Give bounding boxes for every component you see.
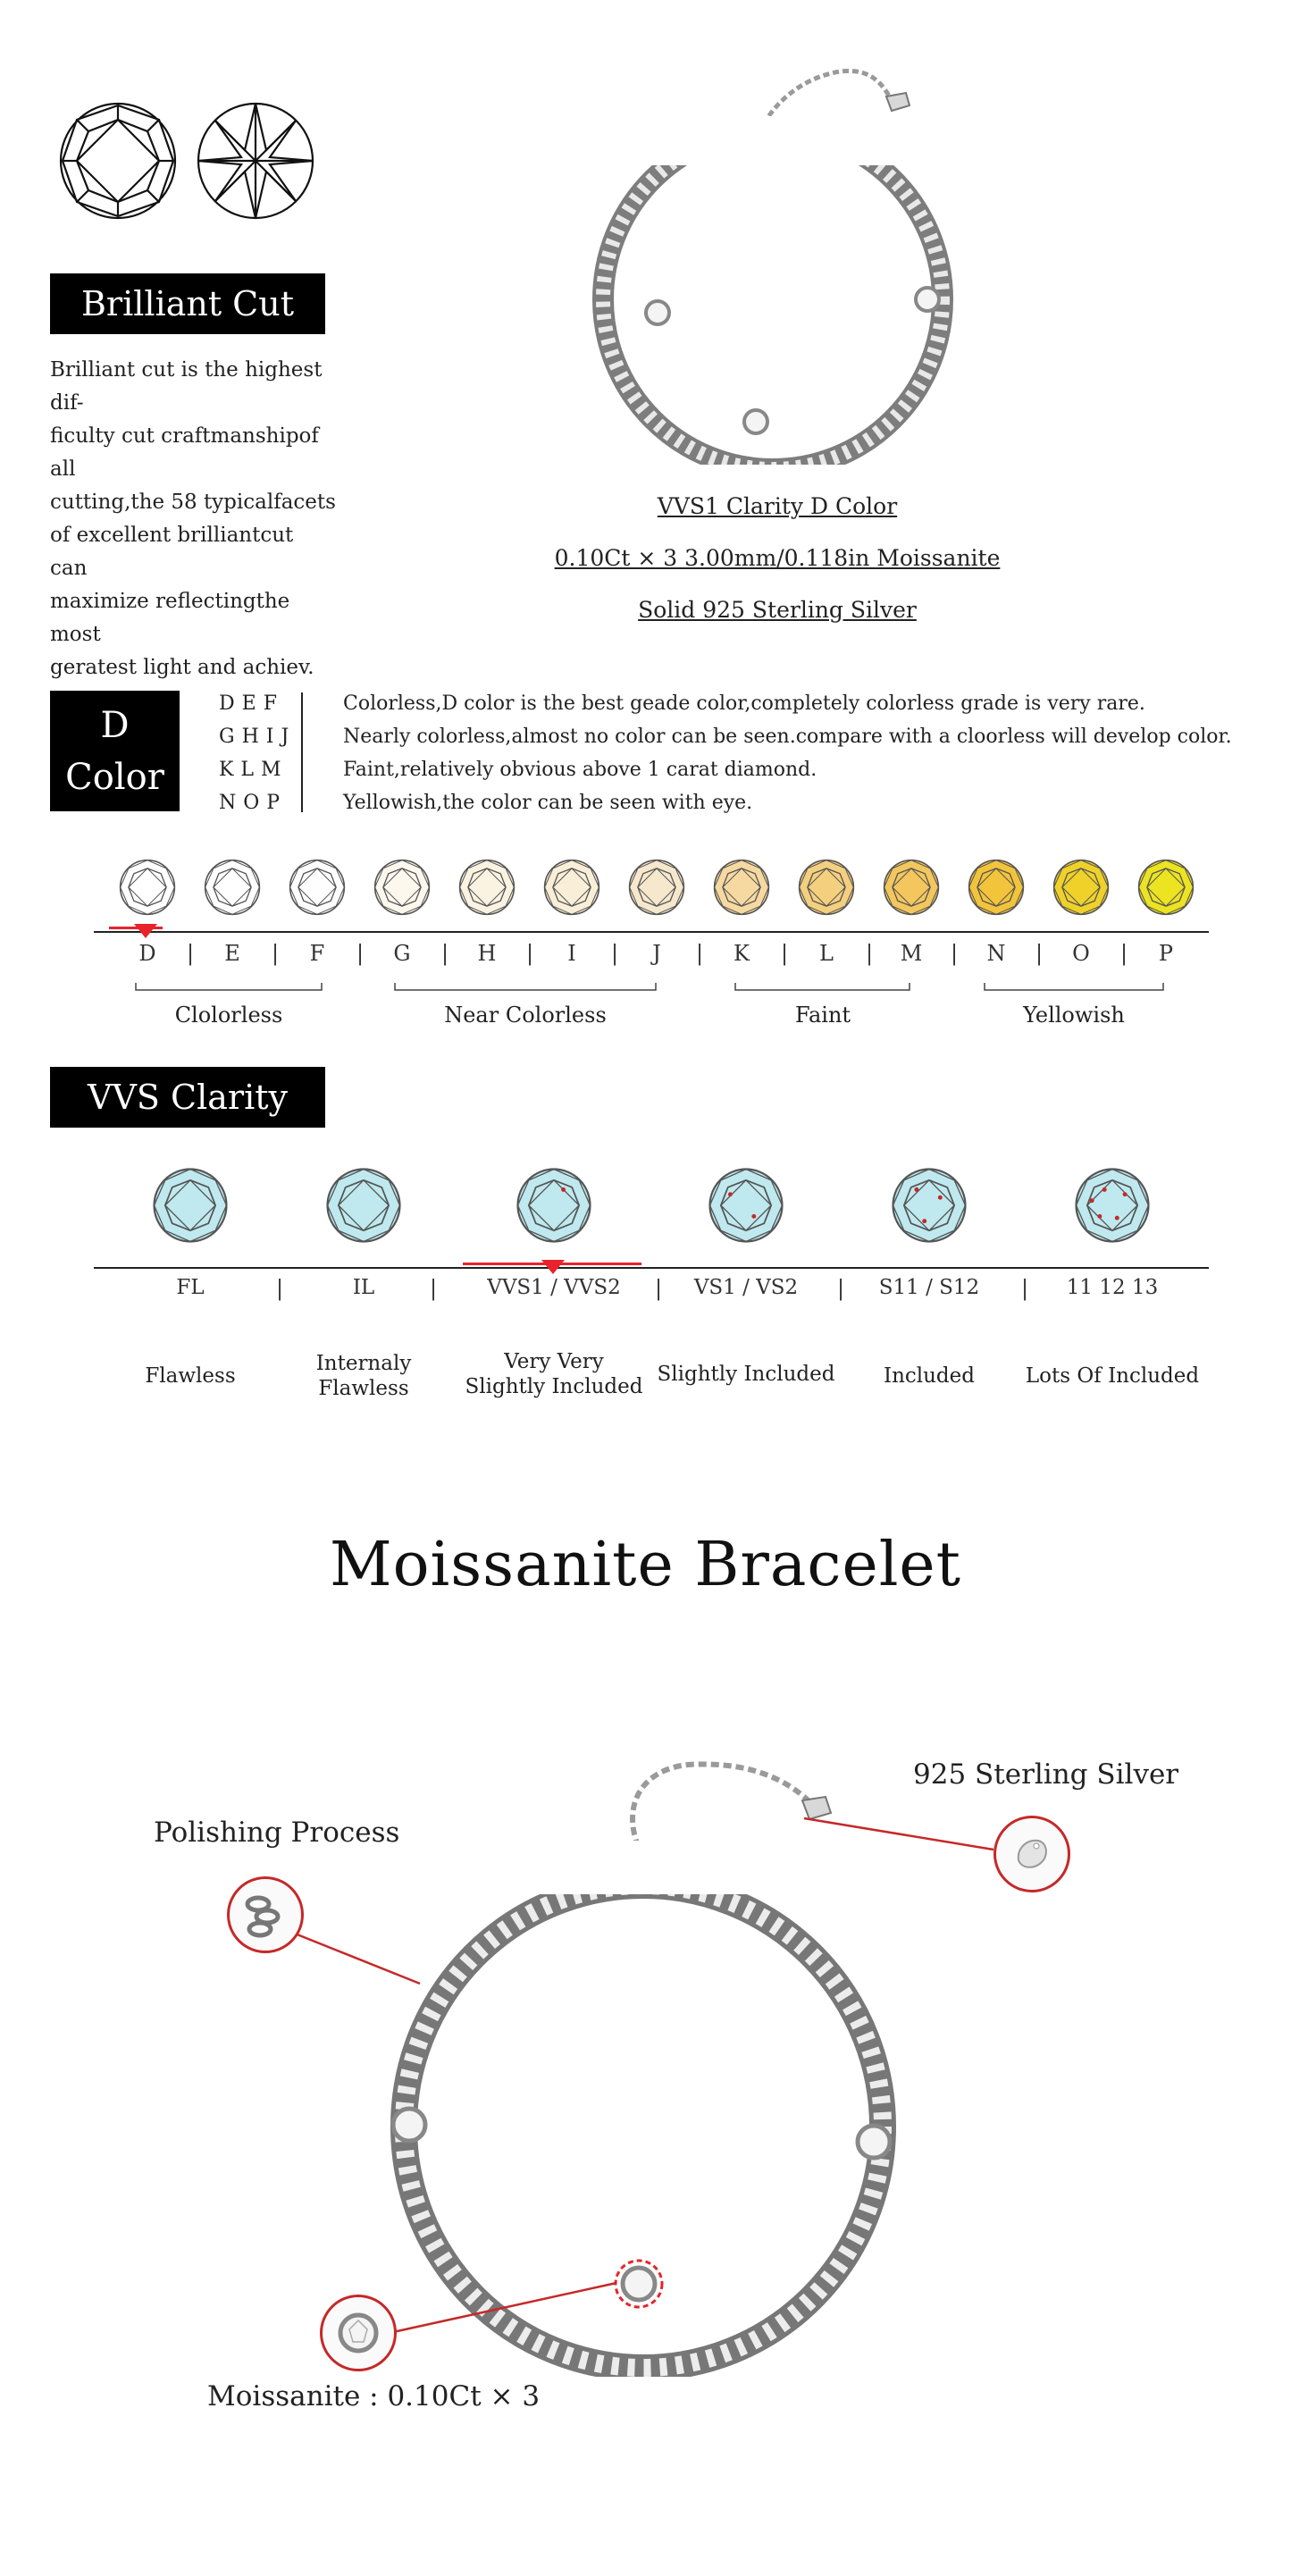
section-title: Moissanite Bracelet xyxy=(329,1530,962,1600)
badge-line: Color xyxy=(65,756,164,798)
diamond-icon xyxy=(118,858,177,917)
grade-desc-nop: Yellowish,the color can be seen with eye. xyxy=(343,792,753,814)
color-grade-letter: J xyxy=(652,941,661,966)
clarity-gem xyxy=(707,1166,785,1248)
color-gem xyxy=(882,858,941,920)
clarity-grade-i: 11 12 13 xyxy=(1066,1276,1159,1299)
color-grade-letter: P xyxy=(1158,941,1174,966)
color-grade-letter: H xyxy=(477,941,497,966)
separator: | xyxy=(781,941,789,966)
separator: | xyxy=(866,941,874,966)
diamond-icon xyxy=(542,858,601,917)
diamond-icon xyxy=(967,858,1026,917)
separator: | xyxy=(655,1276,663,1301)
color-gem xyxy=(203,858,262,920)
separator: | xyxy=(356,941,365,966)
clarity-title: VVS Clarity xyxy=(50,1067,325,1128)
separator: | xyxy=(526,941,534,966)
spec-moissanite-size: 0.10Ct × 3 3.00mm/0.118in Moissanite xyxy=(554,545,1001,571)
separator: | xyxy=(1120,941,1128,966)
clarity-label-lots-included: Lots Of Included xyxy=(1025,1364,1200,1388)
category-yellowish: Yellowish xyxy=(1023,1003,1125,1028)
bracelet-product-image xyxy=(572,63,974,465)
desc-line: maximize reflectingthe most xyxy=(50,590,290,646)
clarity-grade-fl: FL xyxy=(176,1276,205,1299)
selected-marker-icon xyxy=(134,924,157,938)
grade-desc-klm: Faint,relatively obvious above 1 carat diamond. xyxy=(343,759,817,781)
color-grade-letter: L xyxy=(819,941,834,966)
diamond-icon xyxy=(324,1166,403,1245)
separator: | xyxy=(187,941,195,966)
brilliant-cut-title: Brilliant Cut xyxy=(50,273,325,334)
diamond-icon xyxy=(373,858,432,917)
clarity-gem xyxy=(515,1166,593,1248)
clarity-label-included: Included xyxy=(883,1364,975,1388)
clarity-gem xyxy=(324,1166,403,1248)
moissanite-stone-icon xyxy=(331,2306,385,2360)
selected-marker-icon xyxy=(541,1260,565,1274)
diamond-icon xyxy=(882,858,941,917)
badge-line: D xyxy=(100,704,130,746)
callout-polishing-label: Polishing Process xyxy=(154,1817,400,1849)
moissanite-zoom-circle xyxy=(320,2295,397,2371)
diamond-icon xyxy=(797,858,856,917)
diamond-icon xyxy=(515,1166,593,1245)
callout-moissanite-label: Moissanite : 0.10Ct × 3 xyxy=(207,2380,541,2412)
color-grade-letter: D xyxy=(138,941,156,966)
spec-silver: Solid 925 Sterling Silver xyxy=(638,597,917,623)
diamond-icon xyxy=(890,1166,968,1245)
diamond-icon xyxy=(151,1166,230,1245)
color-gem xyxy=(797,858,856,920)
silver-tag-zoom-circle xyxy=(993,1816,1070,1892)
silver-tag-icon xyxy=(1010,1832,1054,1876)
separator: | xyxy=(837,1276,845,1301)
clarity-grade-il: IL xyxy=(352,1276,375,1299)
color-grade-letter: N xyxy=(986,941,1006,966)
separator: | xyxy=(272,941,280,966)
diamond-icon xyxy=(712,858,771,917)
desc-line: geratest light and achiev. xyxy=(50,656,314,679)
color-grade-letter: I xyxy=(567,941,576,966)
callout-silver-label: 925 Sterling Silver xyxy=(913,1758,1179,1791)
color-gem xyxy=(542,858,601,920)
separator: | xyxy=(441,941,449,966)
diamond-icon xyxy=(627,858,686,917)
d-color-badge xyxy=(50,691,180,811)
color-gem xyxy=(712,858,771,920)
color-grade-letter: O xyxy=(1072,941,1090,966)
separator: | xyxy=(276,1276,284,1301)
category-near-colorless: Near Colorless xyxy=(444,1003,607,1028)
separator: | xyxy=(696,941,704,966)
color-gem xyxy=(288,858,347,920)
category-faint: Faint xyxy=(794,1003,851,1028)
grade-letters-klm: KLM xyxy=(219,759,289,781)
clarity-gem xyxy=(1073,1166,1152,1248)
clarity-gem xyxy=(890,1166,968,1248)
color-grade-letter: M xyxy=(900,941,923,966)
clarity-grade-vvs: VVS1 / VVS2 xyxy=(487,1276,621,1299)
grade-letters-ghij: GHIJ xyxy=(219,726,297,748)
diamond-icon xyxy=(457,858,516,917)
diamond-icon xyxy=(203,858,262,917)
color-gem xyxy=(457,858,516,920)
grade-desc-def: Colorless,D color is the best geade color,completely colorless grade is very rare. xyxy=(343,692,1145,715)
clarity-gem xyxy=(151,1166,230,1248)
desc-line: of excellent brilliantcut can xyxy=(50,524,294,580)
color-grade-letter: E xyxy=(224,941,240,966)
color-grade-letter: F xyxy=(309,941,325,966)
spec-clarity-color: VVS1 Clarity D Color xyxy=(657,493,898,519)
separator: | xyxy=(611,941,619,966)
grade-desc-ghij: Nearly colorless,almost no color can be seen.compare with a cloorless will develop color. xyxy=(343,726,1232,748)
color-scale-axis xyxy=(94,931,1209,933)
separator: | xyxy=(1035,941,1044,966)
clarity-scale-axis xyxy=(94,1267,1209,1269)
separator: | xyxy=(430,1276,438,1301)
chain-link-icon xyxy=(240,1890,290,1940)
brilliant-cut-description xyxy=(50,354,336,684)
clarity-label-vvs: Very Very Slightly Included xyxy=(465,1350,643,1398)
grade-letters-nop: NOP xyxy=(219,792,288,814)
divider xyxy=(301,692,303,812)
diamond-icon xyxy=(1073,1166,1152,1245)
polishing-zoom-circle xyxy=(227,1876,304,1953)
grade-letters-def: DEF xyxy=(219,692,284,715)
color-grade-letter: G xyxy=(393,941,411,966)
callout-lines xyxy=(0,1751,1291,2430)
diamond-icon xyxy=(1136,858,1195,917)
color-gem xyxy=(118,858,177,920)
brilliant-cut-diagram-icon xyxy=(55,100,314,225)
color-gem xyxy=(1136,858,1195,920)
color-grade-letter: K xyxy=(734,941,750,966)
clarity-label-slightly-included: Slightly Included xyxy=(657,1363,835,1386)
desc-line: Brilliant cut is the highest dif- xyxy=(50,358,323,415)
clarity-label-internally-flawless: Internaly Flawless xyxy=(315,1352,412,1400)
clarity-grade-vs: VS1 / VS2 xyxy=(693,1276,799,1299)
separator: | xyxy=(1021,1276,1029,1301)
diamond-icon xyxy=(288,858,347,917)
desc-line: ficulty cut craftmanshipof all xyxy=(50,424,319,481)
desc-line: cutting,the 58 typicalfacets xyxy=(50,491,336,514)
color-gem xyxy=(373,858,432,920)
diamond-icon xyxy=(1052,858,1111,917)
color-gem xyxy=(627,858,686,920)
clarity-label-flawless: Flawless xyxy=(145,1364,236,1388)
color-gem xyxy=(1052,858,1111,920)
separator: | xyxy=(951,941,959,966)
clarity-grade-si: S11 / S12 xyxy=(878,1276,980,1299)
diamond-icon xyxy=(707,1166,785,1245)
category-brackets xyxy=(0,981,1291,995)
category-colorless: Clolorless xyxy=(174,1003,283,1028)
color-gem xyxy=(967,858,1026,920)
